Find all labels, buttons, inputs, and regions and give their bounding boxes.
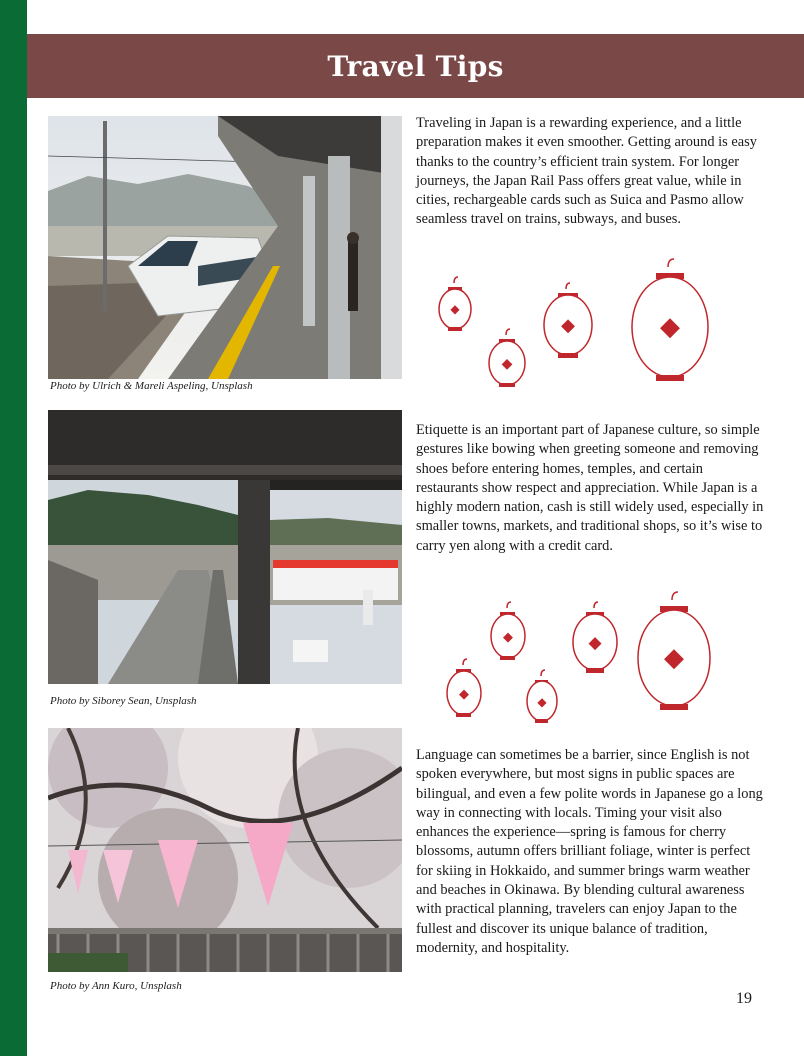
photo-caption: Photo by Siborey Sean, Unsplash — [50, 695, 197, 707]
svg-text:◆: ◆ — [561, 315, 575, 336]
svg-text:◆: ◆ — [450, 302, 460, 316]
title-banner — [27, 34, 804, 98]
page-title: Travel Tips — [327, 49, 504, 83]
lantern-icon — [491, 602, 525, 660]
paragraph-language: Language can sometimes be a barrier, since English is not spoken everywhere, but most signs in public spaces are bilingual, and even a few polite words in Japanese go a long way in connecting with locals. Timing your visit also enhances the experience—spring is famous for cherry blossoms, autumn offers brilliant foliage, winter is perfect for skiing in Hokkaido, and summer brings warm weather and beaches in Okinawa. By blending cultural awareness with practical planning, travelers can enjoy Japan to the fullest and discover its unique balance of tradition, modernity, and hospitality. — [416, 747, 763, 956]
svg-text:◆: ◆ — [588, 633, 602, 653]
lantern-icon — [638, 592, 710, 710]
lantern-icon — [489, 329, 525, 387]
photo-train-platform — [48, 116, 402, 379]
svg-text:◆: ◆ — [501, 356, 513, 372]
lantern-illustration — [438, 590, 738, 740]
lantern-icon — [447, 659, 481, 717]
page-number: 19 — [736, 990, 752, 1007]
paragraph-etiquette: Etiquette is an important part of Japanese culture, so simple gestures like bowing when greeting someone and removing shoes before entering homes, temples, and certain restaurants show respect and appreciation. While Japan is a highly modern nation, cash is still widely used, especially in smaller towns, markets, and traditional shops, so it’s wise to carry yen along with a credit card. — [416, 422, 764, 554]
svg-text:◆: ◆ — [660, 312, 680, 342]
photo-caption: Photo by Ulrich & Mareli Aspeling, Unsplash — [50, 380, 253, 392]
photo-town-view — [48, 410, 402, 684]
paragraph-transport: Traveling in Japan is a rewarding experience, and a little preparation makes it even smoother. Getting around is easy thanks to the country’s efficient train system. For longer journeys, the Japan Rail Pass offers great value, while in cities, rechargeable cards such as Suica and Pasmo allow seamless travel on trains, subways, and buses. — [416, 115, 757, 228]
svg-text:◆: ◆ — [537, 695, 547, 709]
photo-cherry-blossoms — [48, 728, 402, 972]
lantern-icon — [439, 277, 471, 331]
svg-text:◆: ◆ — [503, 630, 513, 645]
photo-caption: Photo by Ann Kuro, Unsplash — [50, 980, 182, 992]
lantern-illustration — [420, 255, 740, 415]
side-accent-bar — [0, 0, 27, 1056]
lantern-icon — [632, 259, 708, 381]
lantern-icon — [527, 670, 557, 723]
svg-text:◆: ◆ — [459, 687, 469, 702]
lantern-icon — [573, 602, 617, 673]
svg-text:◆: ◆ — [664, 643, 684, 673]
lantern-icon — [544, 283, 592, 358]
